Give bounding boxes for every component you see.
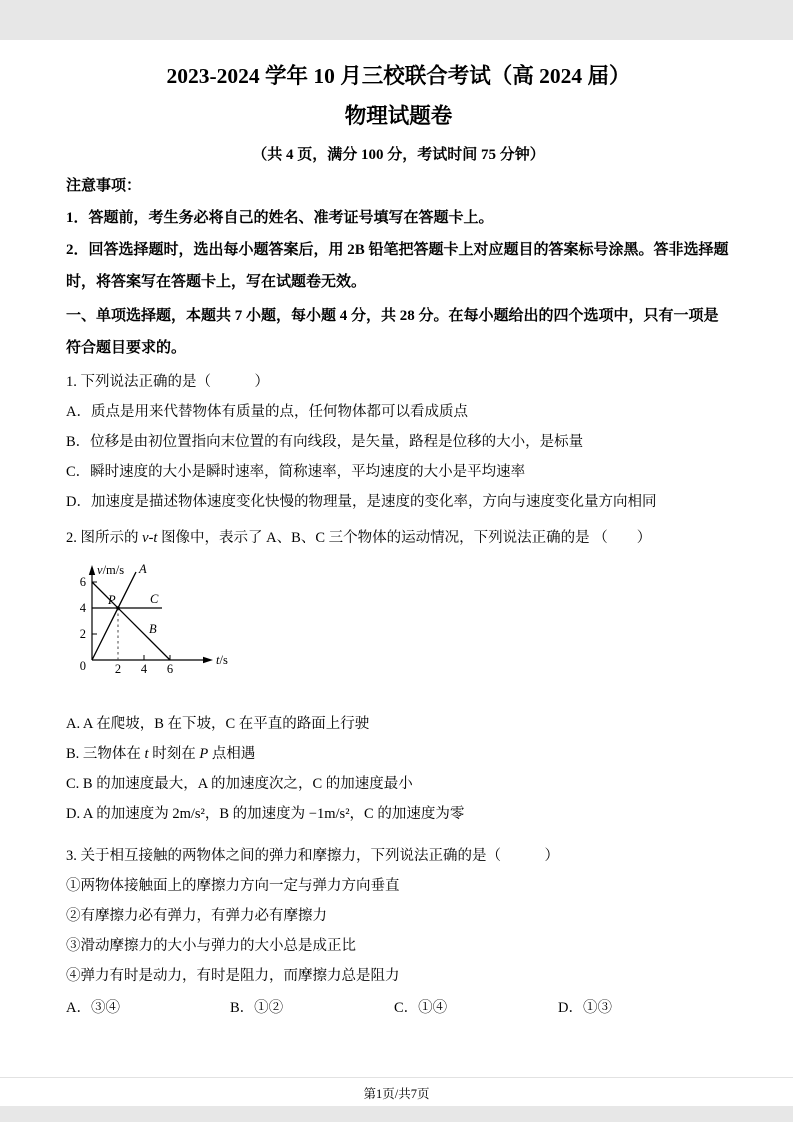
question-1 <box>66 367 731 517</box>
q2-option-a: A. A 在爬坡，B 在下坡，C 在平直的路面上行驶 <box>66 715 370 732</box>
q2-option-c: C. B 的加速度最大，A 的加速度次之，C 的加速度最小 <box>66 775 413 792</box>
notice-item-2: 2．回答选择题时，选出每小题答案后，用 2B 铅笔把答题卡上对应题目的答案标号涂黑。答非选择题时，将答案写在答题卡上，写在试题卷无效。 <box>66 241 729 290</box>
x-axis-label: t/s <box>216 652 228 667</box>
q2-vt-graph-svg <box>62 557 297 692</box>
q2-stem-var-v: v <box>142 529 149 546</box>
q2-option-b-mid: 时刻在 <box>148 745 200 762</box>
q2-velocity-time-graph <box>62 557 731 697</box>
q1-option-a: A．质点是用来代替物体有质量的点，任何物体都可以看成质点 <box>66 403 468 420</box>
q3-answer-d: D．①③ <box>558 999 612 1016</box>
q3-answer-c: C．①④ <box>394 999 448 1016</box>
q2-option-b-var-p: P <box>199 745 209 762</box>
question-3 <box>66 841 731 1023</box>
question-2 <box>66 523 731 829</box>
q2-stem-pre: 2. 图所示的 <box>66 529 143 546</box>
q3-answer-a: A．③④ <box>66 999 120 1016</box>
y-tick-label-6: 6 <box>79 574 86 589</box>
line-B-label: B <box>149 621 157 636</box>
line-A-label: A <box>139 561 147 576</box>
y-axis-arrow <box>89 565 95 575</box>
point-p-label: P <box>108 592 116 607</box>
exam-subtitle: 物理试题卷 <box>344 104 453 129</box>
q3-answer-b: B．①② <box>230 999 284 1016</box>
q2-stem-var-t: t <box>153 529 158 546</box>
q2-option-d: D. A 的加速度为 2m/s²，B 的加速度为 −1m/s²，C 的加速度为零 <box>66 805 465 822</box>
footer-divider <box>0 1077 793 1078</box>
line-C-label: C <box>150 591 159 606</box>
q3-statement-2: ②有摩擦力必有弹力，有弹力必有摩擦力 <box>66 907 327 924</box>
point-p <box>116 606 120 610</box>
q2-stem <box>66 523 731 553</box>
notice-item-1: 1．答题前，考生务必将自己的姓名、准考证号填写在答题卡上。 <box>66 209 494 226</box>
y-tick-label-4: 4 <box>79 600 86 615</box>
exam-title: 2023-2024 学年 10 月三校联合考试（高 2024 届） <box>166 64 631 88</box>
x-tick-label-2: 2 <box>114 661 122 676</box>
line-A <box>92 572 136 660</box>
q1-option-c: C．瞬时速度的大小是瞬时速率，简称速率，平均速度的大小是平均速率 <box>66 463 526 480</box>
y-tick-label-2: 2 <box>79 626 86 641</box>
exam-meta: （共 4 页，满分 100 分，考试时间 75 分钟） <box>252 146 545 163</box>
q3-stem: 3. 关于相互接触的两物体之间的弹力和摩擦力，下列说法正确的是（ ） <box>66 847 559 864</box>
viewport-bottom-edge <box>0 1106 793 1122</box>
q3-answer-row <box>66 993 731 1023</box>
x-tick-label-4: 4 <box>140 661 148 676</box>
q3-statement-3: ③滑动摩擦力的大小与弹力的大小总是成正比 <box>66 937 356 954</box>
page-indicator: 第1页/共7页 <box>363 1087 430 1101</box>
q1-stem: 1. 下列说法正确的是（ ） <box>66 373 269 390</box>
q2-stem-sep: - <box>148 529 154 546</box>
q2-stem-post: 图像中，表示了 A、B、C 三个物体的运动情况，下列说法正确的是 （ ） <box>157 529 652 546</box>
section-1-heading: 一、单项选择题，本题共 7 小题，每小题 4 分，共 28 分。在每小题给出的四个选项中，只有一项是符合题目要求的。 <box>66 307 719 356</box>
y-axis-label: v/m/s <box>97 562 125 577</box>
q1-option-d: D．加速度是描述物体速度变化快慢的物理量，是速度的变化率，方向与速度变化量方向相同 <box>66 493 657 510</box>
x-axis-arrow <box>203 656 213 662</box>
page-footer <box>0 1084 793 1102</box>
x-tick-label-6: 6 <box>166 661 174 676</box>
origin-label: 0 <box>79 658 86 673</box>
q2-option-b-var-t: t <box>144 745 149 762</box>
q2-option-b-post: 点相遇 <box>208 745 256 762</box>
q3-statement-4: ④弹力有时是动力，有时是阻力，而摩擦力总是阻力 <box>66 967 400 984</box>
q2-option-b-pre: B. 三物体在 <box>66 745 145 762</box>
q2-option-b <box>66 739 731 769</box>
exam-page <box>66 40 731 1023</box>
q3-statement-1: ①两物体接触面上的摩擦力方向一定与弹力方向垂直 <box>66 877 400 894</box>
viewport-top-edge <box>0 0 793 40</box>
q1-option-b: B．位移是由初位置指向末位置的有向线段，是矢量，路程是位移的大小，是标量 <box>66 433 584 450</box>
notices-heading: 注意事项： <box>66 177 142 194</box>
